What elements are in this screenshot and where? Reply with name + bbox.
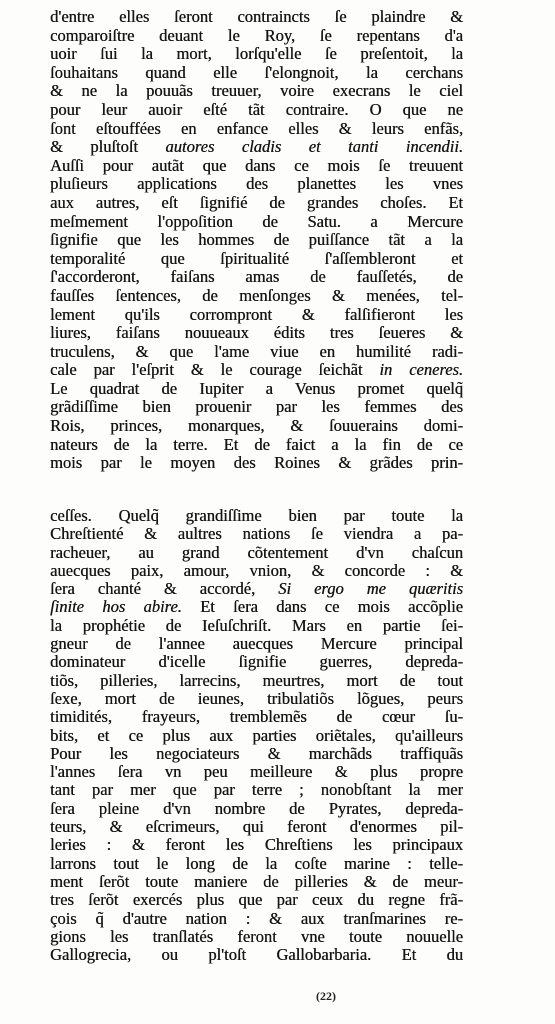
line-text: ſexe, mort de ieunes, tribulatiõs lõgues, peurs	[50, 689, 463, 708]
text-line	[50, 598, 463, 616]
text-line	[50, 800, 463, 818]
line-text: gions les tranſlatés feront vne toute nouuelle	[50, 927, 463, 946]
text-line	[50, 525, 463, 543]
text-line	[50, 231, 463, 250]
line-text: ſignifie que les hommes de puiſſance tãt a la	[50, 231, 463, 250]
text-line	[50, 507, 463, 525]
line-text: truculens, & que l'ame viue en humilité radi-	[50, 342, 463, 361]
text-line	[50, 343, 463, 362]
line-text: Et ſera dans ce mois accõplie	[181, 598, 463, 617]
text-line	[50, 213, 463, 232]
line-text: Pour les negociateurs & marchãds traffiquãs	[50, 744, 463, 763]
italic-text: autores cladis et tanti incendii.	[165, 138, 463, 157]
line-text: pluſieurs applications des planettes les vnes	[50, 175, 463, 194]
line-text: tant par mer que par terre ; nonobſtant la mer	[50, 781, 463, 800]
text-line	[50, 324, 463, 343]
line-text: mois par le moyen des Roines & grãdes prin-	[50, 454, 463, 473]
text-line	[50, 690, 463, 708]
text-line	[50, 64, 463, 83]
text-line	[50, 544, 463, 562]
line-text: dominateur d'icelle ſignifie guerres, depreda-	[50, 653, 463, 672]
text-line	[50, 836, 463, 854]
text-line	[50, 398, 463, 417]
text-line	[50, 8, 463, 27]
italic-text: Si ergo me quæritis	[278, 580, 463, 599]
line-text: grãdiſſime bien prouenir par les femmes des	[50, 398, 463, 417]
text-line	[50, 653, 463, 671]
text-line	[50, 120, 463, 139]
text-line	[50, 891, 463, 909]
text-line	[50, 910, 463, 928]
text-line	[50, 855, 463, 873]
line-text: Auſſi pour autãt que dans ce mois ſe treuuent	[50, 156, 463, 175]
line-text: larrons tout le long de la coſte marine : telle-	[50, 854, 463, 873]
text-line	[50, 617, 463, 635]
line-text: gneur de l'annee auecques Mercure principal	[50, 635, 463, 654]
line-text: liures, faiſans nouueaux édits tres ſeueres &	[50, 324, 463, 343]
italic-text: in ceneres.	[379, 361, 463, 380]
text-line	[50, 873, 463, 891]
line-text: racheuer, au grand cõtentement d'vn chaſcun	[50, 543, 463, 562]
line-text: Chreſtienté & aultres nations ſe viendra a pa-	[50, 525, 463, 544]
text-line	[50, 763, 463, 781]
text-line	[50, 175, 463, 194]
line-text: tiõs, pilleries, larrecins, meurtres, mort de tout	[50, 671, 463, 690]
text-line	[50, 361, 463, 380]
line-text: comparoiſtre deuant le Roy, ſe repentans d'a	[50, 26, 463, 45]
text-line	[50, 138, 463, 157]
line-text: nateurs de la terre. Et de faict a la fin de ce	[50, 435, 463, 454]
text-line	[50, 562, 463, 580]
line-text: leries : & feront les Chreſtiens les principaux	[50, 836, 463, 855]
text-line	[50, 250, 463, 269]
text-line	[50, 672, 463, 690]
line-text: d'entre elles ſeront contraincts ſe plaindre &	[50, 8, 463, 26]
text-block-1	[50, 8, 463, 473]
text-line	[50, 268, 463, 287]
line-text: ſera chanté & accordé,	[50, 580, 279, 599]
line-text: & pluſtoſt	[50, 138, 166, 157]
line-text: cale par l'eſprit & le courage ſeichãt	[50, 361, 380, 380]
line-text: Le quadrat de Iupiter a Venus promet quelq̃	[50, 379, 463, 398]
text-line	[50, 928, 463, 946]
text-line	[50, 454, 463, 473]
text-line	[50, 727, 463, 745]
line-text: ſ'accorderont, faiſans amas de fauſſetés, de	[50, 268, 463, 287]
line-text: fauſſes ſentences, de menſonges & menées, tel-	[50, 286, 463, 305]
line-text: çois q̃ d'autre nation : & aux tranſmarines re-	[50, 909, 463, 928]
line-text: & ne la pouuãs treuuer, voire execrans le ciel	[50, 82, 463, 101]
text-line	[50, 101, 463, 120]
line-text: Gallogrecia, ou pl'toſt Gallobarbaria. Et du	[50, 946, 463, 965]
line-text: tres ſerõt exercés plus que par ceux du regne frã-	[50, 891, 463, 910]
text-line	[50, 417, 463, 436]
text-line	[50, 818, 463, 836]
line-text: temporalité que ſpiritualité ſ'aſſembleront et	[50, 249, 463, 268]
line-text: ceſſes. Quelq̃ grandiſſime bien par toute la	[50, 507, 463, 525]
line-text: timidités, frayeurs, tremblemẽs de cœur ſu-	[50, 708, 463, 727]
text-line	[50, 580, 463, 598]
text-line	[50, 436, 463, 455]
line-text: Rois, princes, monarques, & ſouuerains domi-	[50, 417, 463, 436]
line-text: ſera pleine d'vn nombre de Pyrates, depreda-	[50, 799, 463, 818]
text-line	[50, 45, 463, 64]
text-line	[50, 306, 463, 325]
line-text: meſmement l'oppoſition de Satu. a Mercure	[50, 212, 463, 231]
text-block-2	[50, 507, 463, 964]
line-text: bits, et ce plus aux parties oriẽtales, qu'ailleurs	[50, 726, 463, 745]
text-line	[50, 27, 463, 46]
line-text: la prophétie de Ieſuſchriſt. Mars en partie ſei-	[50, 616, 463, 635]
line-text: lement qu'ils corrompront & falſifieront les	[50, 305, 463, 324]
line-text: ſont eſtouffées en enfance elles & leurs enfãs,	[50, 119, 463, 138]
text-line	[50, 635, 463, 653]
line-text: uoir ſui la mort, lorſqu'elle ſe preſentoit, la	[50, 45, 463, 64]
line-text: l'annes ſera vn peu meilleure & plus propre	[50, 763, 463, 782]
text-line	[50, 194, 463, 213]
line-text: pour leur auoir eſté tãt contraire. O que ne	[50, 100, 463, 119]
text-line	[50, 82, 463, 101]
page-number: (22)	[316, 989, 336, 1003]
text-line	[50, 745, 463, 763]
text-line	[50, 708, 463, 726]
line-text: aux autres, eſt ſignifié de grandes choſes. Et	[50, 193, 463, 212]
text-line	[50, 781, 463, 799]
line-text: ment ſerõt toute maniere de pilleries & de meur-	[50, 872, 463, 891]
line-text: ſouhaitans quand elle ſ'elongnoit, la cerchans	[50, 63, 463, 82]
line-text: auecques paix, amour, vnion, & concorde : &	[50, 561, 463, 580]
text-line	[50, 946, 463, 964]
italic-text: ſinite hos abire.	[50, 598, 182, 617]
text-line	[50, 380, 463, 399]
line-text: teurs, & eſcrimeurs, qui feront d'enormes pil-	[50, 818, 463, 837]
text-line	[50, 287, 463, 306]
text-line	[50, 157, 463, 176]
